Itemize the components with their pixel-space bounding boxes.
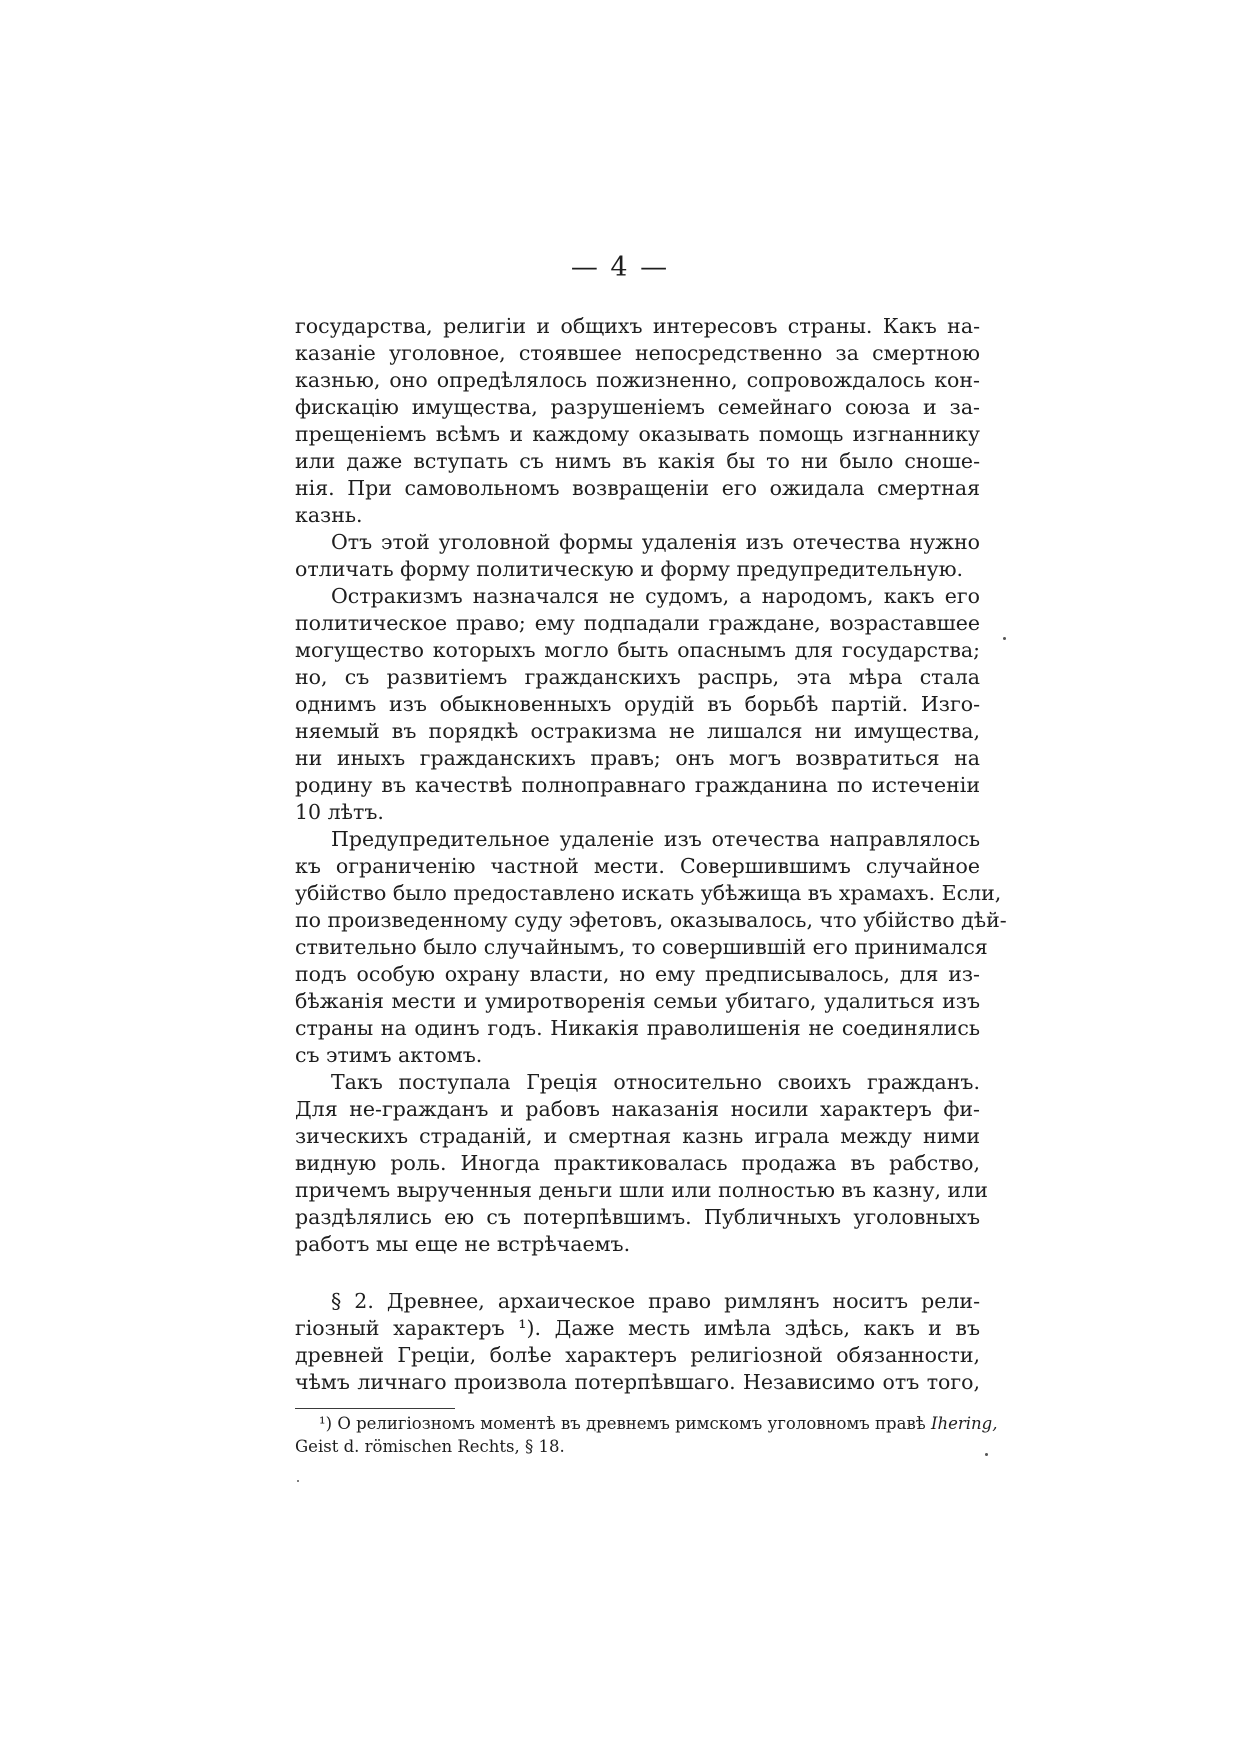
text-line: подъ особую охрану власти, но ему предписывалось, для из-: [295, 962, 980, 986]
text-line: казнью, оно опредѣлялось пожизненно, сопровождалось кон-: [295, 368, 980, 392]
text-line: политическое право; ему подпадали граждане, возраставшее: [295, 611, 980, 635]
text-line: Предупредительное удаленіе изъ отечества направлялось: [331, 827, 980, 851]
page-number: — 4 —: [570, 252, 670, 283]
text-line: чѣмъ личнаго произвола потерпѣвшаго. Независимо отъ того,: [295, 1370, 980, 1394]
text-line: или даже вступать съ нимъ въ какія бы то ни было сноше-: [295, 449, 980, 473]
footnote-marker: ¹): [319, 1414, 333, 1433]
text-line: по произведенному суду эфетовъ, оказывалось, что убійство дѣй-: [295, 908, 1007, 932]
text-line: видную роль. Иногда практиковалась продажа въ рабство,: [295, 1151, 980, 1175]
text-line: государства, религіи и общихъ интересовъ страны. Какъ на-: [295, 314, 980, 338]
text-line: прещеніемъ всѣмъ и каждому оказывать помощь изгнаннику: [295, 422, 980, 446]
scan-speck: [1003, 637, 1006, 640]
text-line: 10 лѣтъ.: [295, 800, 384, 824]
body-text: [295, 313, 1007, 1258]
text-line: ствительно было случайнымъ, то совершившій его принимался: [295, 935, 988, 959]
text-line: работъ мы еще не встрѣчаемъ.: [295, 1232, 631, 1256]
scan-speck: [985, 1453, 988, 1456]
text-line: няемый въ порядкѣ остракизма не лишался ни имущества,: [295, 719, 980, 743]
text-fragment: гіозный характеръ: [295, 1316, 505, 1340]
text-line: съ этимъ актомъ.: [295, 1043, 483, 1067]
footnote-author: Ihering,: [930, 1414, 998, 1433]
text-line: родину въ качествѣ полноправнаго гражданина по истеченіи: [295, 773, 980, 797]
text-line: казаніе уголовное, стоявшее непосредственно за смертною: [295, 341, 980, 365]
section-2-text: [295, 1288, 980, 1396]
text-line: Остракизмъ назначался не судомъ, а народомъ, какъ его: [331, 584, 980, 608]
footnote-text: О религіозномъ моментѣ въ древнемъ римскомъ уголовномъ правѣ: [337, 1414, 926, 1433]
text-line: Для не-гражданъ и рабовъ наказанія носили характеръ фи-: [295, 1097, 980, 1121]
text-line: ни иныхъ гражданскихъ правъ; онъ могъ возвратиться на: [295, 746, 980, 770]
text-line: Такъ поступала Грецiя относительно своихъ гражданъ.: [331, 1070, 980, 1094]
text-line: § 2. Древнее, архаическое право римлянъ носитъ рели-: [331, 1289, 980, 1313]
footnote-divider: [295, 1408, 455, 1409]
text-line: зическихъ страданій, и смертная казнь играла между ними: [295, 1124, 980, 1148]
footnote-line: Geist d. römischen Rechts, § 18.: [295, 1437, 565, 1456]
text-line: но, съ развитіемъ гражданскихъ распрь, эта мѣра стала: [295, 665, 980, 689]
text-line: нія. При самовольномъ возвращеніи его ожидала смертная: [295, 476, 980, 500]
text-line: фискацію имущества, разрушеніемъ семейнаго союза и за-: [295, 395, 980, 419]
text-line: казнь.: [295, 503, 363, 527]
text-line: къ ограниченію частной мести. Совершившимъ случайное: [295, 854, 980, 878]
text-line-with-footnote: [295, 1315, 980, 1342]
text-line: убійство было предоставлено искать убѣжища въ храмахъ. Если,: [295, 881, 1002, 905]
footnote-line: [295, 1412, 998, 1435]
text-line: страны на одинъ годъ. Никакія праволишенія не соединялись: [295, 1016, 980, 1040]
footnote: [295, 1412, 998, 1458]
text-line: раздѣлялись ею съ потерпѣвшимъ. Публичныхъ уголовныхъ: [295, 1205, 980, 1229]
text-line: Отъ этой уголовной формы удаленія изъ отечества нужно: [331, 530, 980, 554]
text-line: бѣжанія мести и умиротворенія семьи убитаго, удалиться изъ: [295, 989, 980, 1013]
footnote-reference: ¹). Даже месть имѣла здѣсь, какъ и въ: [518, 1316, 980, 1340]
text-line: могущество которыхъ могло быть опаснымъ для государства;: [295, 638, 980, 662]
text-line: однимъ изъ обыкновенныхъ орудій въ борьбѣ партій. Изго-: [295, 692, 980, 716]
text-line: причемъ вырученныя деньги шли или полностью въ казну, или: [295, 1178, 988, 1202]
text-line: древней Греціи, болѣе характеръ религіозной обязанности,: [295, 1343, 980, 1367]
text-line: отличать форму политическую и форму предупредительную.: [295, 557, 964, 581]
scan-speck: [297, 1480, 299, 1482]
